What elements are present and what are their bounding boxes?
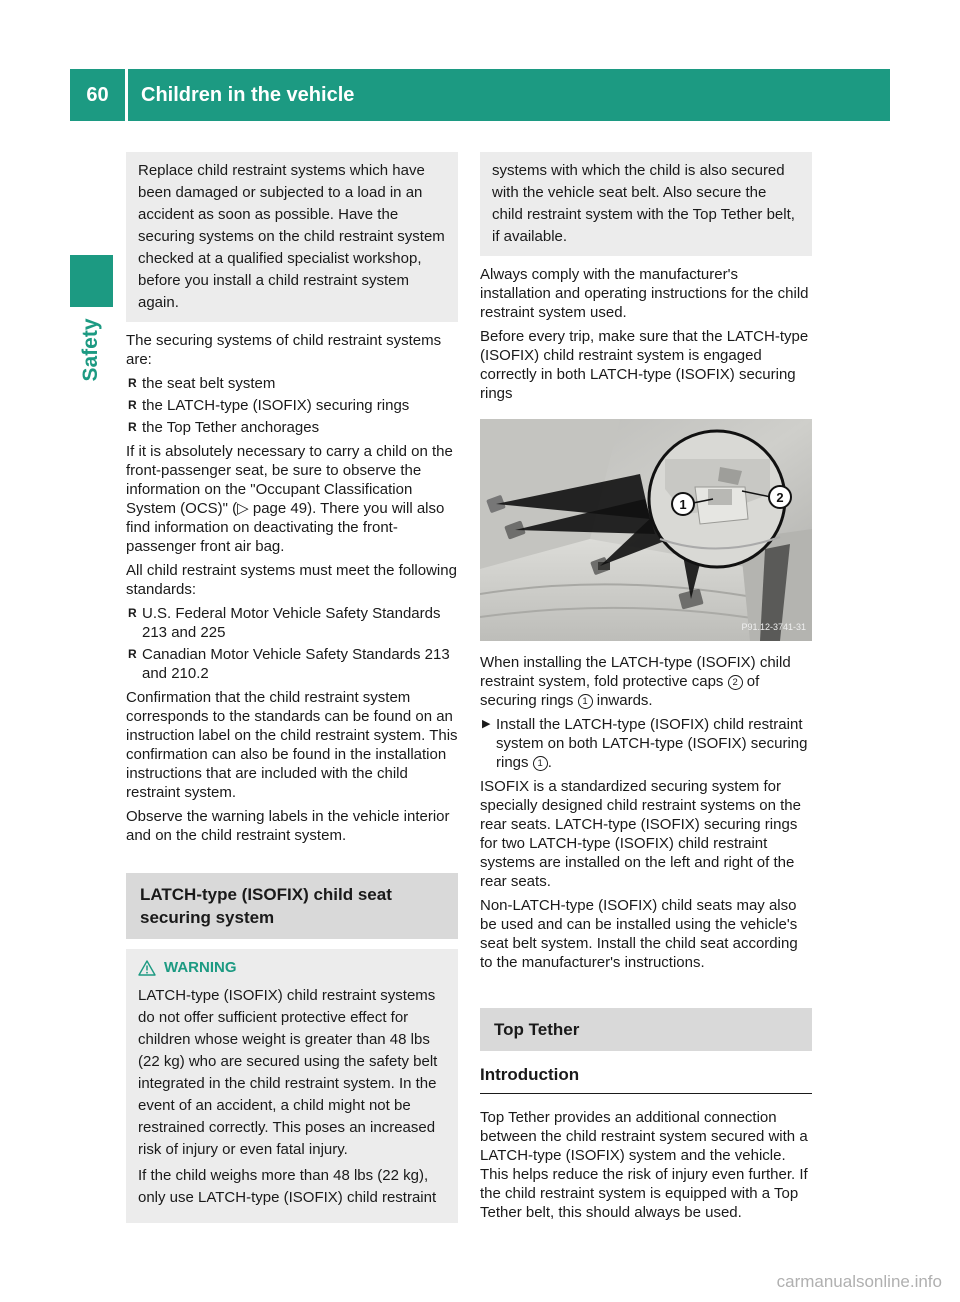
list-item: R the seat belt system: [128, 375, 276, 392]
warning-continued-box: [480, 152, 812, 256]
sub-heading-introduction: Introduction: [480, 1065, 812, 1094]
front-seat-text: If it is absolutely necessary to carry a child on the front-passenger seat, be sure to observe the information on the "Occupant Classification System (OCS)" (▷ page 49). There you will also find information on deactivating the front-passenger front air bag.: [126, 443, 453, 555]
sidebar-marker: [70, 255, 113, 307]
warning-text: LATCH-type (ISOFIX) child restraint systems do not offer sufficient protective effect for children whose weight is greater than 48 lbs (22 kg) who are secured using the safety belt integrated in the child restraint system. In the event of an accident, a child might not be restrained correctly. This poses an increased risk of injury or even fatal injury.: [138, 987, 438, 1158]
action-step: ▶ Install the LATCH-type (ISOFIX) child restraint system on both LATCH-type (ISOFIX) securing rings 1 .: [482, 716, 808, 771]
bullet-icon: R: [128, 398, 137, 412]
callout-2-symbol: 2: [728, 675, 743, 690]
header-divider: [125, 69, 128, 121]
callout-1: 1: [679, 497, 687, 512]
section-heading-latch: LATCH-type (ISOFIX) child seat securing system: [126, 873, 458, 939]
top-tether-text: Top Tether provides an additional connection between the child restraint system secured with a LATCH-type (ISOFIX) system and the vehicle. This helps reduce the risk of injury even further. If the child restraint system is equipped with a Top Tether belt, this should always be used.: [480, 1109, 808, 1221]
comply-text: Always comply with the manufacturer's installation and operating instructions for the child restraint system used.: [480, 266, 809, 321]
warning-triangle-icon: [138, 960, 156, 976]
note-box: [126, 152, 458, 322]
left-column: [126, 152, 458, 1223]
isofix-figure: [480, 419, 812, 641]
non-latch-text: Non-LATCH-type (ISOFIX) child seats may also be used and can be installed using the vehicle's seat belt system. Install the child seat according to the manufacturer's instructions.: [480, 897, 798, 971]
bullet-icon: R: [128, 606, 137, 620]
securing-intro: The securing systems of child restraint systems are:: [126, 332, 442, 368]
note-text: Replace child restraint systems which have been damaged or subjected to a load in an accident as soon as possible. Have the securing systems on the child restraint system checked at a qualified specialist workshop, before you install a child restraint system again.: [138, 162, 445, 311]
bullet-icon: R: [128, 420, 137, 434]
installing-text: When installing the LATCH-type (ISOFIX) child restraint system, fold protective caps 2 of securing rings 1 inwards.: [480, 654, 791, 709]
list-item: R the LATCH-type (ISOFIX) securing rings: [128, 397, 410, 414]
page-number: 60: [86, 83, 109, 106]
before-trip-text: Before every trip, make sure that the LATCH-type (ISOFIX) child restraint system is engaged correctly in both LATCH-type (ISOFIX) securing rings: [480, 328, 809, 402]
watermark: carmanualsonline.info: [776, 1272, 942, 1291]
sidebar-section-label: Safety: [79, 318, 102, 382]
bullet-icon: R: [128, 647, 137, 661]
list-item: R Canadian Motor Vehicle Safety Standards 213 and 210.2: [128, 646, 450, 682]
confirmation-text: Confirmation that the child restraint system corresponds to the standards can be found on an instruction label on the child restraint system. This confirmation can also be found in the installation instructions that are included with the child restraint system.: [126, 689, 458, 801]
observe-text: Observe the warning labels in the vehicle interior and on the child restraint system.: [126, 808, 450, 844]
warning-text: If the child weighs more than 48 lbs (22 kg), only use LATCH-type (ISOFIX) child restraint: [138, 1167, 437, 1206]
callout-1-symbol: 1: [578, 694, 593, 709]
bullet-icon: R: [128, 376, 137, 390]
action-arrow-icon: ▶: [482, 718, 491, 730]
callout-1-symbol: 1: [533, 756, 548, 771]
section-heading-top-tether: Top Tether: [480, 1008, 812, 1051]
list-item: R U.S. Federal Motor Vehicle Safety Standards 213 and 225: [128, 605, 441, 641]
isofix-text: ISOFIX is a standardized securing system for specially designed child restraint systems on the rear seats. LATCH-type (ISOFIX) securing rings for two LATCH-type (ISOFIX) child restraint systems are installed on the left and right of the rear seats.: [480, 778, 801, 890]
isofix-photo: [480, 419, 812, 641]
standards-list: [126, 604, 458, 683]
figure-code: P91.12-3741-31: [741, 622, 806, 632]
chapter-title: Children in the vehicle: [141, 83, 355, 106]
warning-continued-text: systems with which the child is also secured with the vehicle seat belt. Also secure the child restraint system with the Top Tether belt, if available.: [492, 162, 795, 245]
callout-2: 2: [776, 490, 784, 505]
right-column: [480, 152, 812, 1227]
warning-box: [126, 949, 458, 1223]
standards-intro: All child restraint systems must meet the following standards:: [126, 562, 457, 598]
list-item: R the Top Tether anchorages: [128, 419, 320, 436]
warning-title: WARNING: [138, 957, 446, 979]
securing-list: [126, 374, 458, 437]
